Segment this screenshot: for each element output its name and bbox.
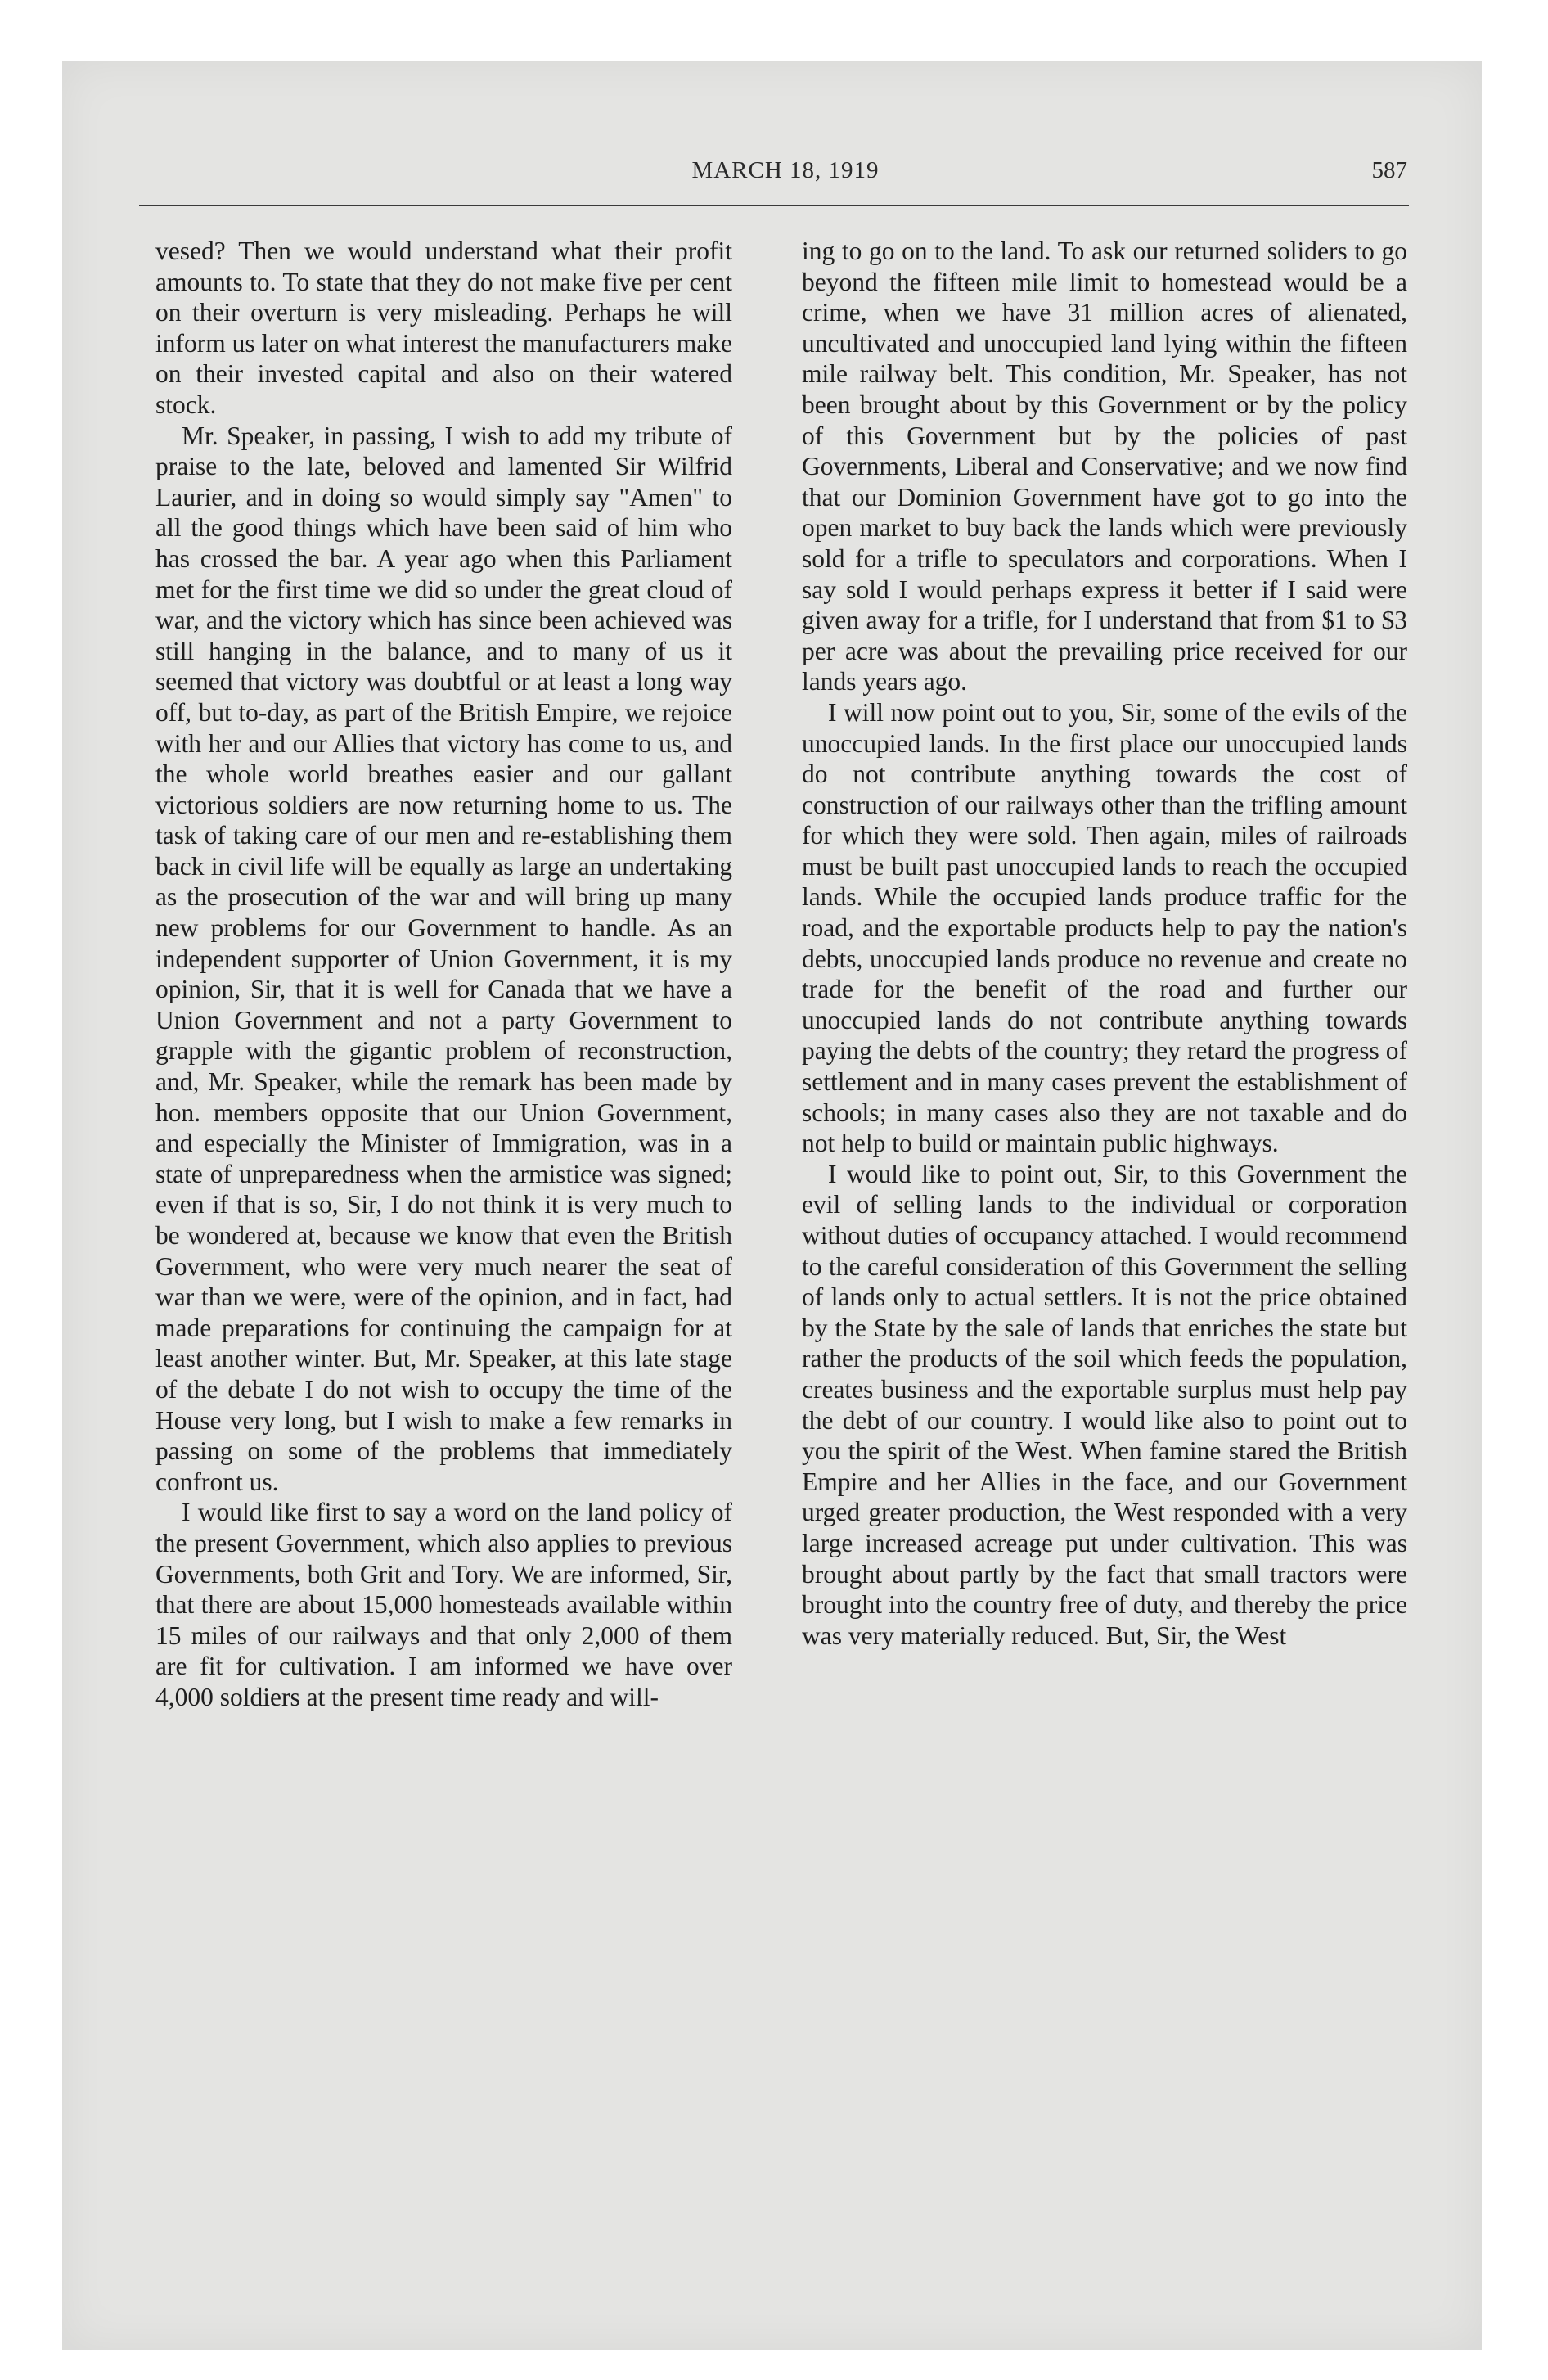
page-number: 587 xyxy=(1371,157,1407,183)
header-date: MARCH 18, 1919 xyxy=(691,157,880,183)
paragraph: vesed? Then we would understand what their profit amounts to. To state that they do not make five per cent on their overturn is very misleading. Perhaps he will inform us later on what interest the manufacturers make on their invested capital and also on their watered stock. xyxy=(155,237,732,419)
paragraph: ing to go on to the land. To ask our returned soliders to go beyond the fifteen mile limit to homestead would be a crime, when we have 31 million acres of alienated, uncultivated and unoccupied land lying within the fifteen mile railway belt. This condition, Mr. Speaker, has not been brought about by this Government or by the policy of this Government but by the policies of past Governments, Liberal and Conservative; and we now find that our Dominion Government have got to go into the open market to buy back the lands which were previously sold for a trifle to speculators and corporations. When I say sold I would perhaps express it better if I said were given away for a trifle, for I understand that from $1 to $3 per acre was about the prevailing price received for our lands years ago. xyxy=(802,237,1407,696)
paragraph: I would like to point out, Sir, to this Government the evil of selling lands to the individual or corporation without duties of occupancy attached. I would recommend to the careful consideration of this Government the selling of lands only to actual settlers. It is not the price obtained by the State by the sale of lands that enriches the state but rather the products of the soil which feeds the population, creates business and the exportable surplus must help pay the debt of our country. I would like also to point out to you the spirit of the West. When famine stared the British Empire and her Allies in the face, and our Government urged greater production, the West responded with a very large increased acreage put under cultivation. This was brought about partly by the fact that small tractors were brought into the country free of duty, and thereby the price was very materially reduced. But, Sir, the West xyxy=(802,1159,1407,1650)
paragraph: Mr. Speaker, in passing, I wish to add my tribute of praise to the late, beloved and lamented Sir Wilfrid Laurier, and in doing so would simply say "Amen" to all the good things which have been said of him who has crossed the bar. A year ago when this Parliament met for the first time we did so under the great cloud of war, and the victory which has since been achieved was still hanging in the balance, and to many of us it seemed that victory was doubtful or at least a long way off, but to-day, as part of the British Empire, we rejoice with her and our Allies that victory has come to us, and the whole world breathes easier and our gallant victorious soldiers are now returning home to us. The task of taking care of our men and re-establishing them back in civil life will be equally as large an undertaking as the prosecution of the war and will bring up many new problems for our Government to handle. As an independent supporter of Union Government, it is my opinion, Sir, that it is well for Canada that we have a Union Government and not a party Government to grapple with the gigantic problem of reconstruction, and, Mr. Speaker, while the remark has been made by hon. members opposite that our Union Government, and especially the Minister of Immigration, was in a state of unpreparedness when the armistice was signed; even if that is so, Sir, I do not think it is very much to be wondered at, because we know that even the British Government, who were very much nearer the seat of war than we were, were of the opinion, and in fact, had made preparations for continuing the campaign for at least another winter. But, Mr. Speaker, at this late stage of the debate I do not wish to occupy the time of the House very long, but I wish to make a few remarks in passing on some of the problems that immediately confront us. xyxy=(155,421,732,1496)
right-column xyxy=(802,236,1407,2175)
paragraph: I would like first to say a word on the land policy of the present Government, which also applies to previous Governments, both Grit and Tory. We are informed, Sir, that there are about 15,000 homesteads available within 15 miles of our railways and that only 2,000 of them are fit for cultivation. I am informed we have over 4,000 soldiers at the present time ready and will- xyxy=(155,1498,732,1711)
left-column xyxy=(155,236,732,2175)
page-header xyxy=(164,157,1407,190)
paragraph: I will now point out to you, Sir, some of the evils of the unoccupied lands. In the first place our unoccupied lands do not contribute anything towards the cost of construction of our railways other than the trifling amount for which they were sold. Then again, miles of railroads must be built past unoccupied lands to reach the occupied lands. While the occupied lands produce traffic for the road, and the exportable products help to pay the nation's debts, unoccupied lands produce no revenue and create no trade for the benefit of the road and further our unoccupied lands do not contribute anything towards paying the debts of the country; they retard the progress of settlement and in many cases prevent the establishment of schools; in many cases also they are not taxable and do not help to build or maintain public highways. xyxy=(802,697,1407,1158)
header-rule xyxy=(139,205,1409,206)
